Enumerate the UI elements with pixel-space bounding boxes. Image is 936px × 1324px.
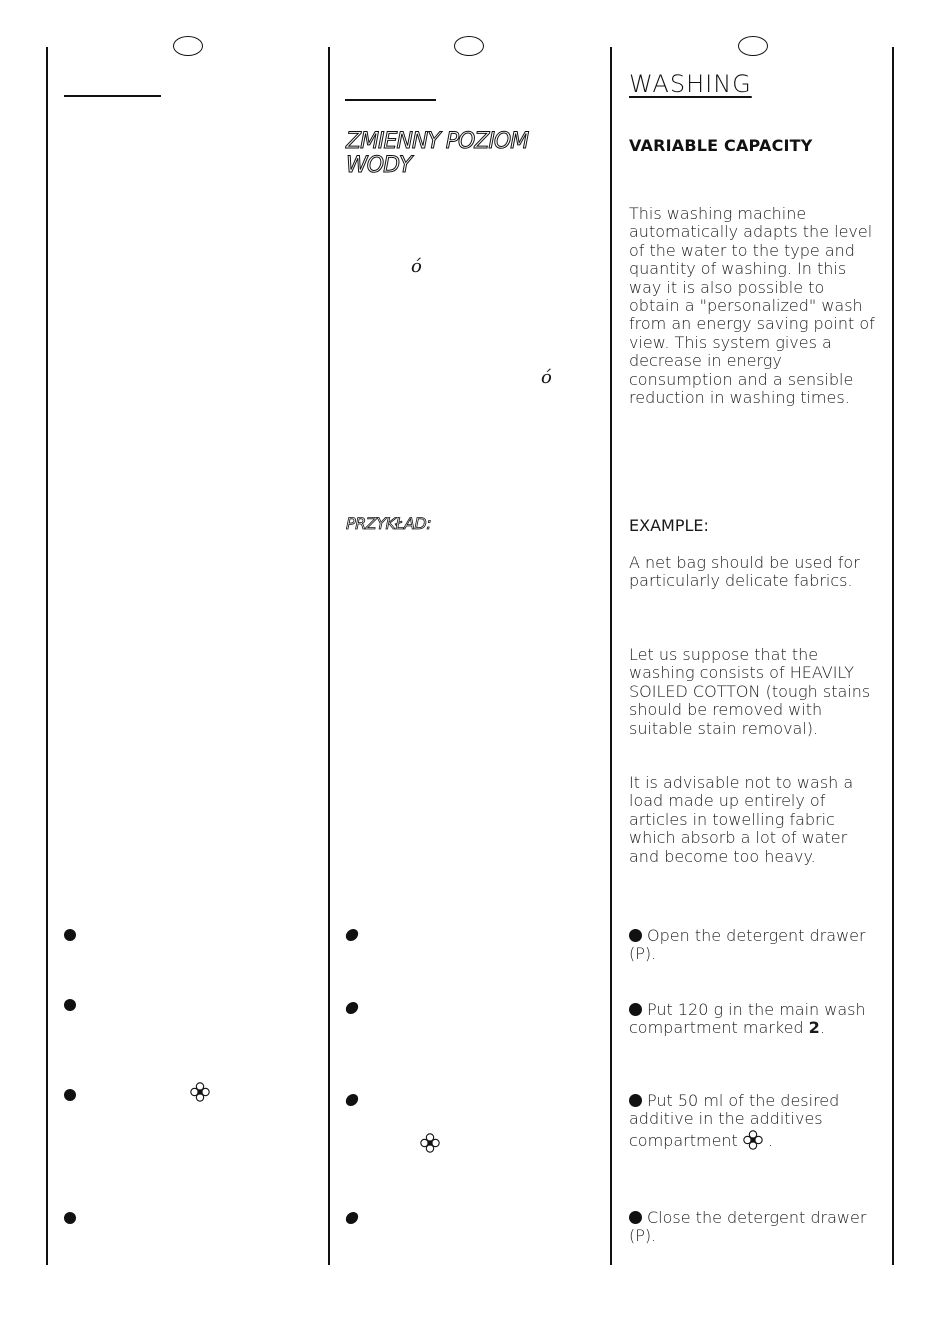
column2-bullet-4 bbox=[345, 1212, 360, 1224]
step-text: Put 50 ml of the desired additive in the additives compartment bbox=[629, 1091, 840, 1150]
column1-bullet-4 bbox=[64, 1212, 76, 1224]
polish-example-label: PRZYKŁAD: bbox=[346, 514, 432, 533]
compartment-number: 2 bbox=[808, 1018, 820, 1038]
flower-icon bbox=[742, 1129, 764, 1151]
example-paragraph: Let us suppose that the washing consists of HEAVILY SOILED COTTON (tough stains should be removed with suitable stain removal). bbox=[629, 645, 871, 738]
flower-icon bbox=[189, 1081, 211, 1103]
step-text-end: . bbox=[767, 1130, 773, 1150]
bullet-icon bbox=[629, 929, 642, 942]
intro-paragraph: This washing machine automatically adapts the level of the water to the type and quantity of washing. In this way it is also possible to obtain a "personalized" wash from an energy saving point of view. This system gives a decrease in energy consumption and a sensible reduction in washing times. bbox=[629, 204, 875, 408]
column2-bullet-2 bbox=[345, 1002, 360, 1014]
bullet-icon bbox=[629, 1003, 642, 1016]
subtitle: VARIABLE CAPACITY bbox=[629, 136, 813, 155]
language-marker-oval-1 bbox=[173, 36, 203, 56]
section-title: WASHING bbox=[629, 70, 752, 98]
step-text-end: . bbox=[819, 1018, 825, 1038]
bullet-icon bbox=[629, 1211, 642, 1224]
step-add-additive bbox=[629, 1092, 879, 1151]
step-add-detergent bbox=[629, 1001, 881, 1038]
column2-bullet-3 bbox=[345, 1094, 360, 1106]
language-marker-oval-3 bbox=[738, 36, 768, 56]
language-marker-oval-2 bbox=[454, 36, 484, 56]
column2-title-rule bbox=[345, 99, 436, 101]
column-divider-middle-left bbox=[328, 47, 330, 1265]
polish-accent-char: ó bbox=[411, 256, 422, 277]
column-divider-right bbox=[892, 47, 894, 1265]
column1-title-rule bbox=[64, 95, 161, 97]
step-open-drawer bbox=[629, 927, 879, 964]
step-close-drawer bbox=[629, 1209, 879, 1246]
example-label: EXAMPLE: bbox=[629, 516, 709, 535]
step-text: Close the detergent drawer (P). bbox=[629, 1208, 867, 1246]
column2-bullet-1 bbox=[345, 929, 360, 941]
example-paragraph: It is advisable not to wash a load made up entirely of articles in towelling fabric which absorb a lot of water and become too heavy. bbox=[629, 773, 854, 866]
column1-bullet-1 bbox=[64, 929, 76, 941]
column-divider-middle-right bbox=[610, 47, 612, 1265]
flower-icon bbox=[419, 1132, 441, 1154]
column1-bullet-3 bbox=[64, 1089, 76, 1101]
column1-bullet-2 bbox=[64, 999, 76, 1011]
example-paragraph: A net bag should be used for particularly delicate fabrics. bbox=[629, 553, 860, 591]
polish-accent-char: ó bbox=[541, 367, 552, 388]
column-divider-left bbox=[46, 47, 48, 1265]
polish-section-title: ZMIENNY POZIOM WODY bbox=[346, 129, 529, 178]
step-text: Open the detergent drawer (P). bbox=[629, 926, 866, 964]
step-text: Put 120 g in the main wash compartment marked bbox=[629, 1000, 866, 1038]
bullet-icon bbox=[629, 1094, 642, 1107]
